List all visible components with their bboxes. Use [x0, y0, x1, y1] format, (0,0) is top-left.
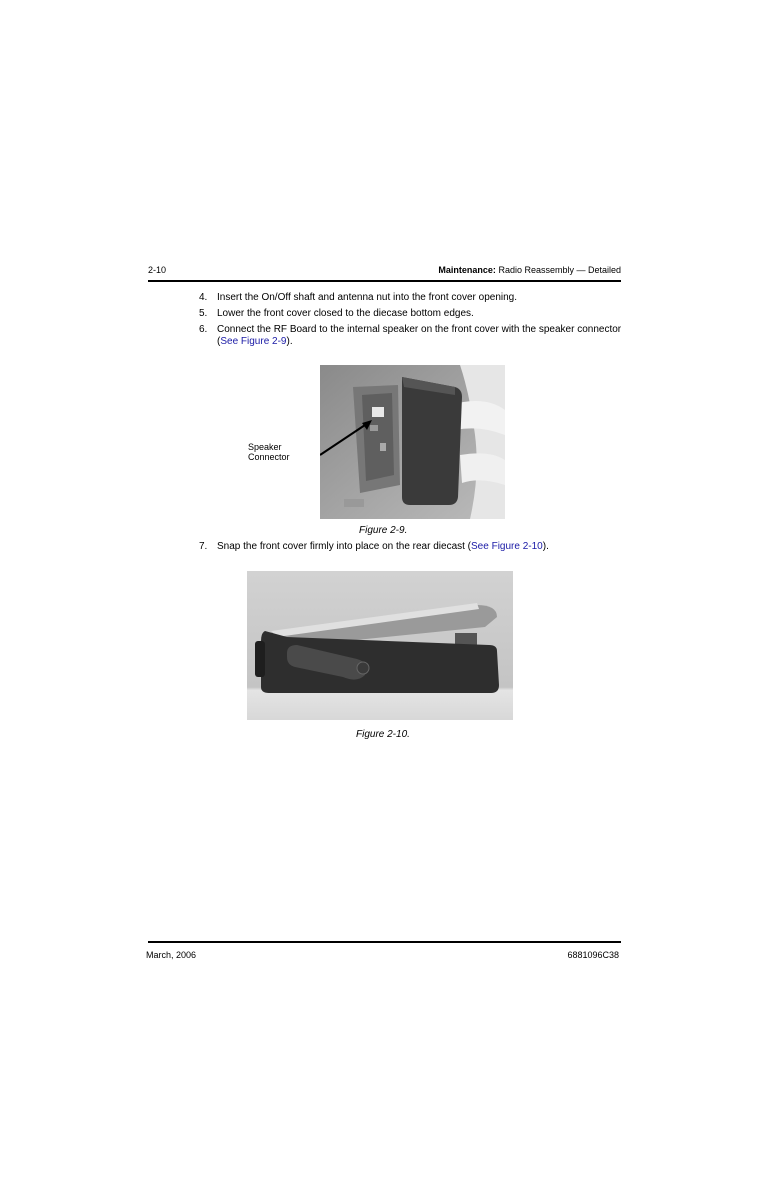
page-header: [148, 265, 621, 279]
figure-2-9-caption: Figure 2-9.: [359, 525, 408, 536]
figure-2-10-link[interactable]: See Figure 2-10: [471, 541, 543, 552]
callout-line-1: Speaker: [248, 442, 282, 452]
footer-doc-number: 6881096C38: [567, 950, 619, 960]
section-title-rest: Radio Reassembly — Detailed: [495, 265, 621, 275]
step-text: [217, 324, 627, 348]
step-text: [217, 541, 627, 553]
section-title: [438, 265, 621, 275]
step-text-before: Snap the front cover firmly into place on the rear diecast (: [217, 541, 472, 552]
figure-2-9-photo: [320, 365, 505, 519]
step-text-after: ).: [542, 541, 549, 552]
speaker-connector-callout: [248, 442, 290, 462]
step-text-before: Connect the RF Board to the internal speaker on the front cover with the speaker connector (: [217, 324, 622, 347]
callout-line-2: Connector: [248, 452, 290, 462]
step-number: 4.: [199, 292, 208, 303]
step-number: 5.: [199, 308, 208, 319]
page-number: 2-10: [148, 265, 167, 275]
step-text: Lower the front cover closed to the diecase bottom edges.: [217, 308, 474, 319]
figure-2-10-caption: Figure 2-10.: [356, 729, 410, 740]
figure-2-9-link[interactable]: See Figure 2-9: [220, 336, 287, 347]
step-text-after: ).: [286, 336, 293, 347]
step-number: 6.: [199, 324, 208, 335]
step-number: 7.: [199, 541, 208, 552]
step-text: Insert the On/Off shaft and antenna nut into the front cover opening.: [217, 292, 518, 303]
footer-date: March, 2006: [146, 950, 197, 960]
header-rule: [148, 280, 621, 282]
footer-rule: [148, 941, 621, 943]
figure-2-10-photo: [247, 571, 513, 720]
section-title-bold: Maintenance:: [438, 265, 496, 275]
